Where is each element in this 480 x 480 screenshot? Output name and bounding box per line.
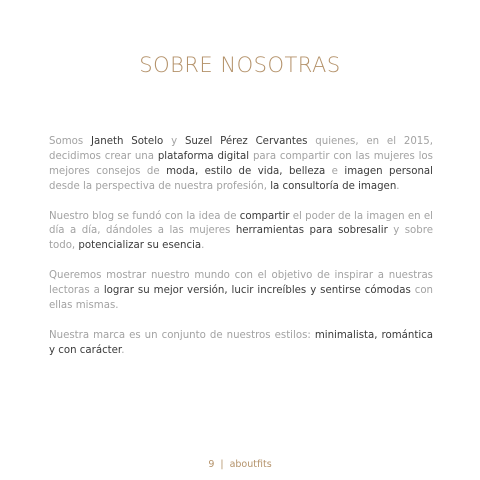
paragraph-text: Nuestro blog se fundó con la idea de <box>49 210 240 222</box>
paragraph-1 <box>49 135 433 195</box>
paragraph-text: e <box>325 165 345 177</box>
paragraph-text: . <box>396 180 400 192</box>
paragraph-text: quienes, en el 2015, decidimos crear una <box>49 136 434 162</box>
highlighted-text: minimalista, romántica y con carácter <box>49 329 433 356</box>
body-text <box>49 135 433 373</box>
footer-separator: | <box>220 459 224 470</box>
highlighted-text: herramientas para sobresalir <box>235 225 388 237</box>
paragraph-text: . <box>121 344 125 356</box>
highlighted-text: imagen personal <box>344 165 433 177</box>
paragraph-text: . <box>201 240 205 252</box>
page-title: SOBRE NOSOTRAS <box>139 53 341 77</box>
paragraph-text: el poder de la imagen en el día a día, dándoles a las mujeres <box>49 210 433 237</box>
paragraph-text: Somos <box>49 136 91 147</box>
highlighted-text: la consultoría de imagen <box>270 180 397 192</box>
highlighted-text: Janeth Sotelo <box>90 136 164 147</box>
highlighted-text: lograr su mejor versión, lucir increíbles y sentirse cómodas <box>103 285 411 297</box>
paragraph-text: desde la perspectiva de nuestra profesión, <box>49 180 271 192</box>
paragraph-text: para compartir con las mujeres los mejores consejos de <box>49 150 433 177</box>
paragraph-text: con ellas mismas. <box>49 285 434 311</box>
brand-name: aboutfits <box>229 459 272 470</box>
highlighted-text: compartir <box>239 210 290 222</box>
paragraph-text: Nuestra marca es un conjunto de nuestros estilos: <box>49 329 315 341</box>
paragraph-3 <box>49 269 433 314</box>
highlighted-text: Suzel Pérez Cervantes <box>184 136 308 147</box>
paragraph-text: Queremos mostrar nuestro mundo con el objetivo de inspirar a nuestras lectoras a <box>49 270 433 297</box>
paragraph-4 <box>49 329 433 359</box>
paragraph-text: y sobre todo, <box>49 225 433 252</box>
page-number: 9 <box>208 459 215 470</box>
highlighted-text: potencializar su esencia <box>78 240 202 252</box>
highlighted-text: plataforma digital <box>157 150 250 162</box>
highlighted-text: moda, estilo de vida, belleza <box>166 165 326 177</box>
paragraph-text: y <box>163 136 185 147</box>
footer <box>0 459 480 470</box>
paragraph-2 <box>49 210 433 255</box>
